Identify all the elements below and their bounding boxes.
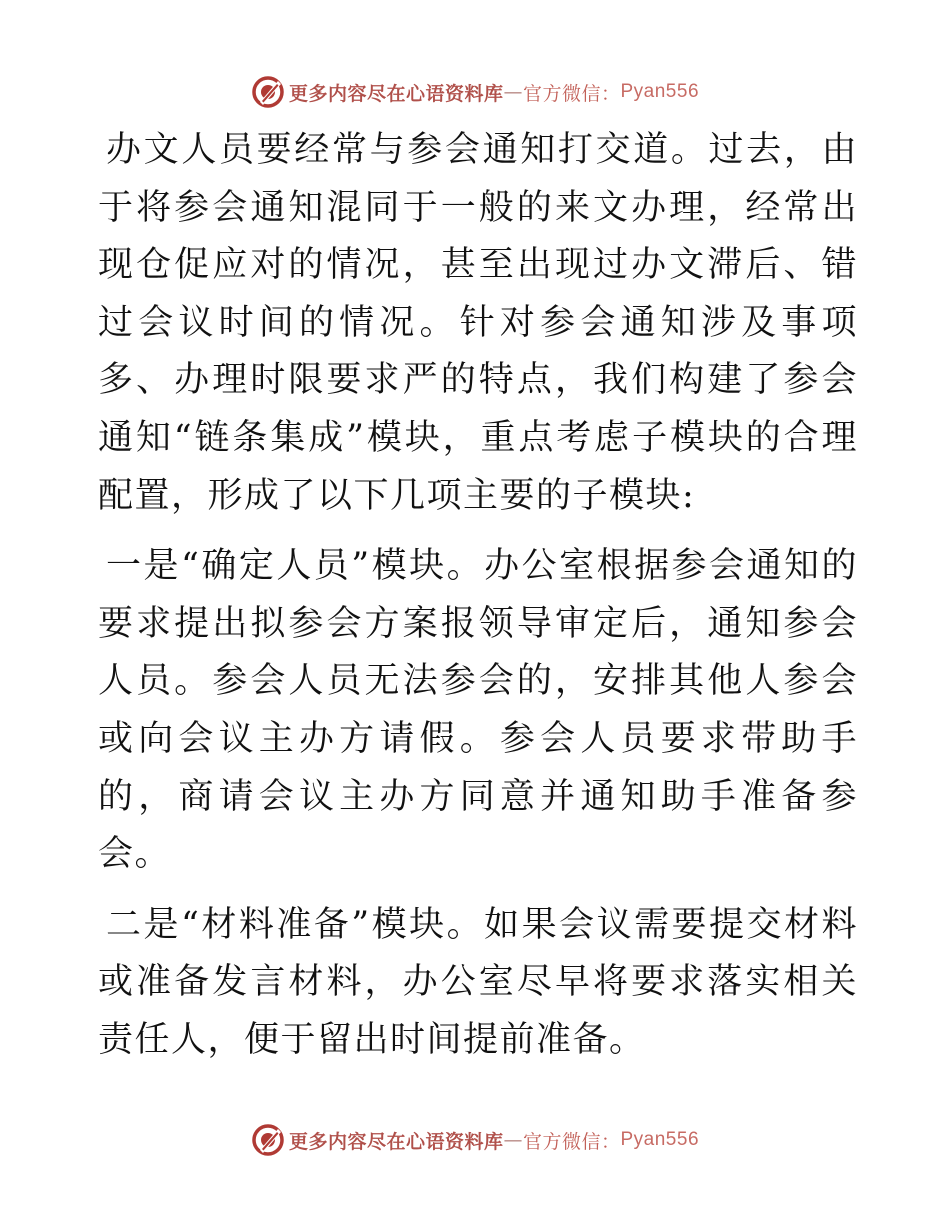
header-banner <box>0 72 950 112</box>
paragraph-3: 二是“材料准备”模块。如果会议需要提交材料或准备发言材料，办公室尽早将要求落实相关责任人，便于留出时间提前准备。 <box>98 904 858 1060</box>
document-body <box>98 122 858 1083</box>
banner-separator: — <box>503 81 523 103</box>
footer-banner <box>0 1120 950 1160</box>
banner-title: 更多内容尽在心语资料库 <box>288 82 504 105</box>
banner-separator: — <box>503 1129 523 1151</box>
banner-wechat-id: Pyan556 <box>620 1129 700 1150</box>
pen-logo-icon <box>251 1123 285 1157</box>
banner-wechat-label: 官方微信： <box>522 1130 621 1153</box>
banner-wechat-id: Pyan556 <box>620 81 700 102</box>
pen-logo-icon <box>251 75 285 109</box>
banner-title: 更多内容尽在心语资料库 <box>288 1130 504 1153</box>
banner-wechat-label: 官方微信： <box>522 82 621 105</box>
paragraph-2: 一是“确定人员”模块。办公室根据参会通知的要求提出拟参会方案报领导审定后，通知参会人员。参会人员无法参会的，安排其他人参会或向会议主办方请假。参会人员要求带助手的，商请会议主办方同意并通知助手准备参会。 <box>98 546 858 875</box>
paragraph-1: 办文人员要经常与参会通知打交道。过去，由于将参会通知混同于一般的来文办理，经常出现仓促应对的情况，甚至出现过办文滞后、错过会议时间的情况。针对参会通知涉及事项多、办理时限要求严的特点，我们构建了参会通知“链条集成”模块，重点考虑子模块的合理配置，形成了以下几项主要的子模块: <box>98 130 858 516</box>
